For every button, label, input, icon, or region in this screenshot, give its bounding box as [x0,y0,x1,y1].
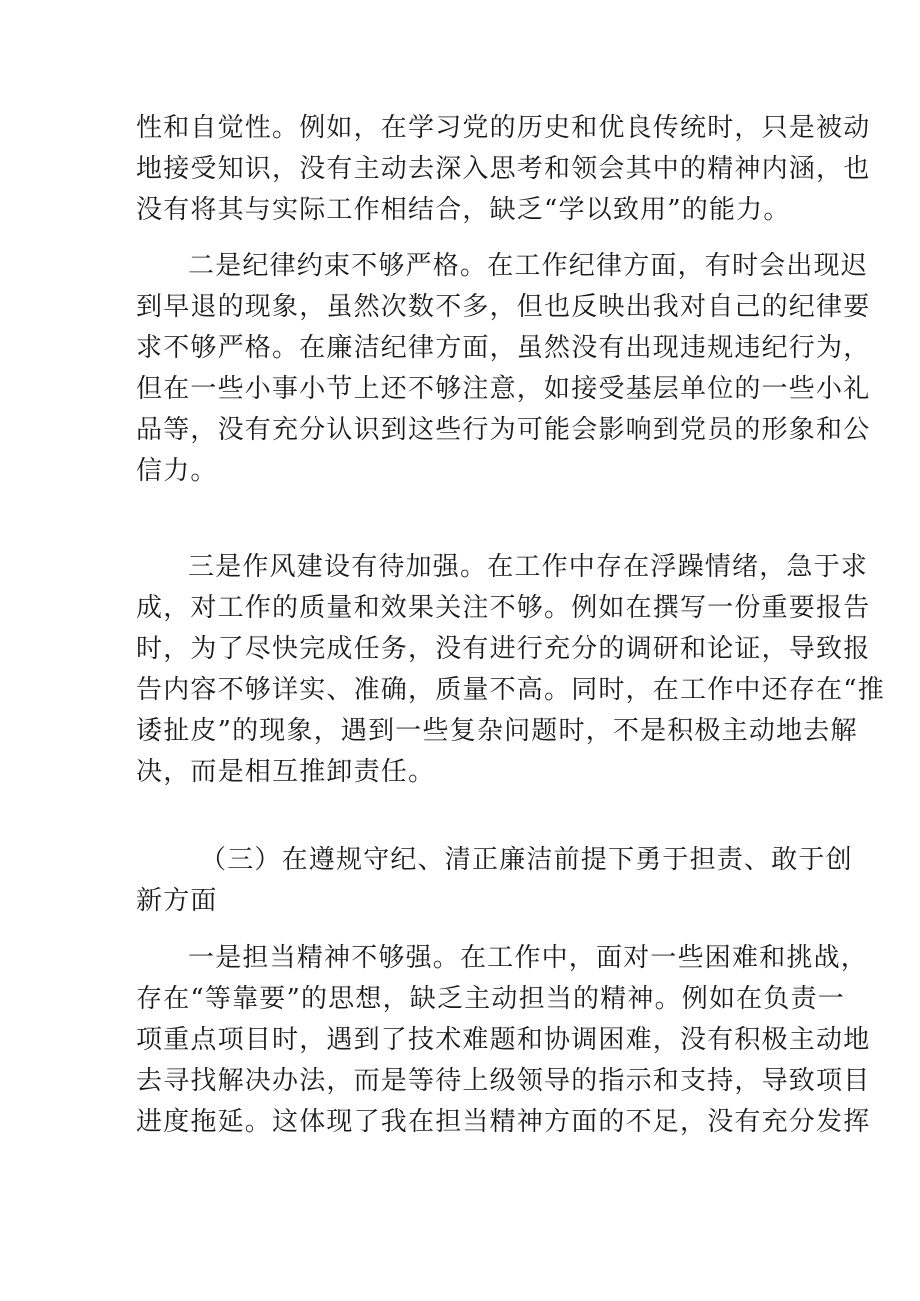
paragraph-discipline [136,246,871,492]
text-line: 品等，没有充分认识到这些行为可能会影响到党员的形象和公 [136,415,871,445]
text-line: 时，为了尽快完成任务，没有进行充分的调研和论证，导致报 [136,634,871,664]
text-line: 决，而是相互推卸责任。 [136,757,436,787]
text-line: 成，对工作的质量和效果关注不够。例如在撰写一份重要报告 [136,593,871,623]
paragraph-study-awareness [136,108,871,231]
text-line: 信力。 [136,456,218,486]
text-line: 但在一些小事小节上还不够注意，如接受基层单位的一些小礼 [136,374,871,404]
text-line: 进度拖延。这体现了我在担当精神方面的不足，没有充分发挥 [136,1107,871,1137]
text-line: 没有将其与实际工作相结合，缺乏“学以致用”的能力。 [136,195,791,225]
text-line: 求不够严格。在廉洁纪律方面，虽然没有出现违规违纪行为， [136,333,871,363]
text-line: 性和自觉性。例如，在学习党的历史和优良传统时，只是被动 [136,113,871,143]
text-line: 到早退的现象，虽然次数不多，但也反映出我对自己的纪律要 [136,292,871,322]
text-line: 三是作风建设有待加强。在工作中存在浮躁情绪，急于求 [188,552,869,582]
text-line: （三）在遵规守纪、清正廉洁前提下勇于担责、敢于创 [200,845,853,875]
paragraph-responsibility [136,938,871,1143]
text-line: 项重点项目时，遇到了技术难题和协调困难，没有积极主动地 [136,1025,871,1055]
paragraph-work-style [136,547,885,793]
text-line: 存在“等靠要”的思想，缺乏主动担当的精神。例如在负责一 [136,984,845,1014]
text-line: 地接受知识，没有主动去深入思考和领会其中的精神内涵，也 [136,154,871,184]
text-line: 一是担当精神不够强。在工作中，面对一些困难和挑战， [188,943,869,973]
text-line: 诿扯皮”的现象，遇到一些复杂问题时，不是积极主动地去解 [136,716,858,746]
section-heading-three [136,840,853,922]
text-line: 告内容不够详实、准确，质量不高。同时，在工作中还存在“推 [136,675,885,705]
text-line: 新方面 [136,886,218,916]
text-line: 二是纪律约束不够严格。在工作纪律方面，有时会出现迟 [188,251,869,281]
text-line: 去寻找解决办法，而是等待上级领导的指示和支持，导致项目 [136,1066,871,1096]
